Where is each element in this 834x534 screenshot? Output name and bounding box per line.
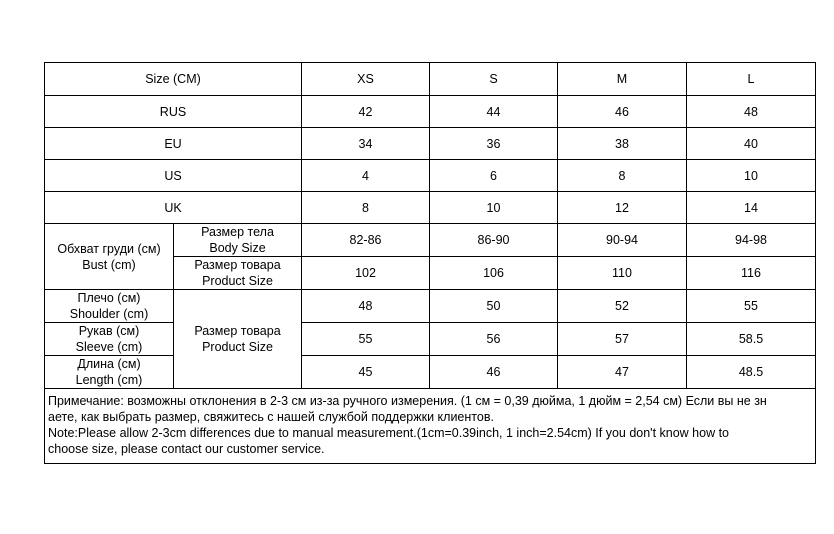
shoulder-label-ru: Плечо (см)	[77, 291, 141, 305]
table-cell: 90-94	[558, 224, 687, 257]
row-label: EU	[45, 128, 302, 160]
table-cell: 94-98	[687, 224, 816, 257]
us-row	[45, 160, 816, 192]
table-cell: 110	[558, 257, 687, 290]
row-label: US	[45, 160, 302, 192]
table-cell: 55	[302, 323, 430, 356]
table-cell: 48	[687, 96, 816, 128]
table-cell: 40	[687, 128, 816, 160]
table-cell: 4	[302, 160, 430, 192]
table-cell: 42	[302, 96, 430, 128]
table-cell: 44	[430, 96, 558, 128]
bust-body-size-row	[45, 224, 816, 257]
table-cell: 56	[430, 323, 558, 356]
note-en-line-2: choose size, please contact our customer service.	[48, 442, 325, 456]
body-size-label	[174, 224, 302, 257]
body-size-label-en: Body Size	[209, 241, 266, 255]
length-row	[45, 356, 816, 389]
body-size-label-ru: Размер тела	[201, 225, 274, 239]
rus-row	[45, 96, 816, 128]
row-label: RUS	[45, 96, 302, 128]
table-cell: 12	[558, 192, 687, 224]
table-cell: 82-86	[302, 224, 430, 257]
product-size-label-en: Product Size	[202, 274, 273, 288]
table-cell: 45	[302, 356, 430, 389]
size-header-s: S	[430, 63, 558, 96]
size-header-m: M	[558, 63, 687, 96]
sleeve-row	[45, 323, 816, 356]
uk-row	[45, 192, 816, 224]
note-ru-line-1: Примечание: возможны отклонения в 2-3 см из-за ручного измерения. (1 см = 0,39 дюйма, 1 дюйм = 2,54 см) Если вы не зн	[48, 394, 767, 408]
measurement-note	[45, 389, 816, 464]
product-size-label	[174, 257, 302, 290]
table-cell: 36	[430, 128, 558, 160]
length-label-en: Length (cm)	[75, 373, 143, 387]
table-cell: 10	[687, 160, 816, 192]
table-cell: 14	[687, 192, 816, 224]
sleeve-label-en: Sleeve (cm)	[75, 340, 143, 354]
table-cell: 8	[558, 160, 687, 192]
table-cell: 34	[302, 128, 430, 160]
table-cell: 86-90	[430, 224, 558, 257]
table-cell: 47	[558, 356, 687, 389]
eu-row	[45, 128, 816, 160]
product-size-group-label	[174, 290, 302, 389]
table-cell: 46	[558, 96, 687, 128]
table-cell: 57	[558, 323, 687, 356]
shoulder-label-en: Shoulder (cm)	[69, 307, 149, 321]
table-cell: 48	[302, 290, 430, 323]
size-header-xs: XS	[302, 63, 430, 96]
table-cell: 6	[430, 160, 558, 192]
length-label-ru: Длина (см)	[77, 357, 141, 371]
note-ru-line-2: аете, как выбрать размер, свяжитесь с нашей службой поддержки клиентов.	[48, 410, 494, 424]
sleeve-label-ru: Рукав (см)	[78, 324, 140, 338]
bust-label	[45, 224, 174, 290]
table-cell: 106	[430, 257, 558, 290]
table-cell: 46	[430, 356, 558, 389]
shoulder-label	[45, 290, 174, 323]
product-size-group-label-ru: Размер товара	[194, 324, 281, 338]
length-label	[45, 356, 174, 389]
note-en-line-1: Note:Please allow 2-3cm differences due to manual measurement.(1cm=0.39inch, 1 inch=2.54cm) If you don't know how to	[48, 426, 729, 440]
product-size-label-ru: Размер товара	[194, 258, 281, 272]
table-cell: 10	[430, 192, 558, 224]
sleeve-label	[45, 323, 174, 356]
size-chart-table	[44, 62, 816, 464]
shoulder-row	[45, 290, 816, 323]
table-cell: 50	[430, 290, 558, 323]
bust-label-en: Bust (cm)	[82, 257, 136, 272]
table-cell: 55	[687, 290, 816, 323]
table-cell: 58.5	[687, 323, 816, 356]
header-row	[45, 63, 816, 96]
table-cell: 52	[558, 290, 687, 323]
table-cell: 48.5	[687, 356, 816, 389]
table-cell: 8	[302, 192, 430, 224]
table-cell: 102	[302, 257, 430, 290]
table-cell: 38	[558, 128, 687, 160]
size-header-label: Size (CM)	[45, 63, 302, 96]
row-label: UK	[45, 192, 302, 224]
note-row	[45, 389, 816, 464]
product-size-group-label-en: Product Size	[202, 340, 273, 354]
bust-label-ru: Обхват груди (см)	[57, 241, 161, 256]
size-header-l: L	[687, 63, 816, 96]
table-cell: 116	[687, 257, 816, 290]
